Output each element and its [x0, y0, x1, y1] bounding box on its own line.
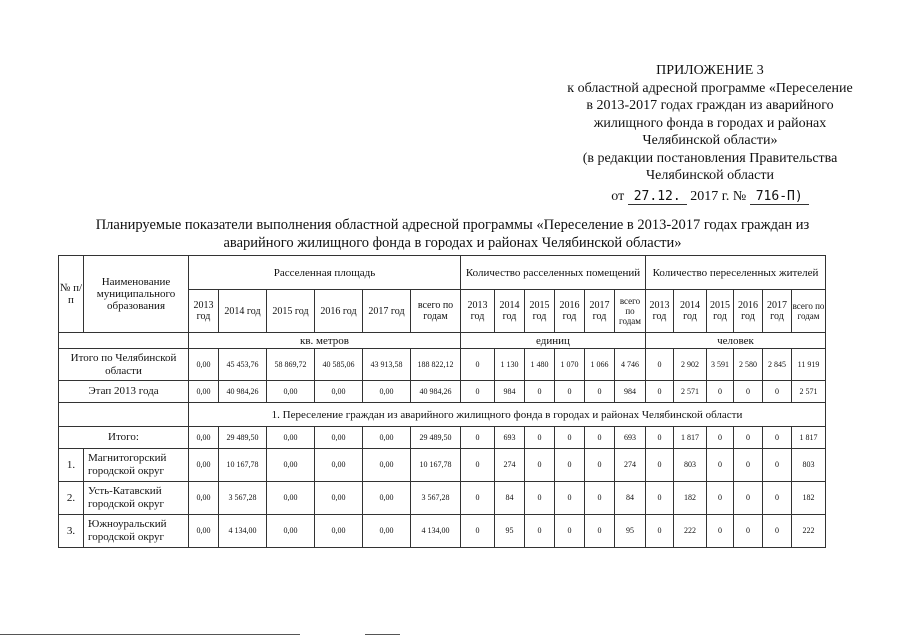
area-value-cell: 58 869,72 [267, 349, 315, 381]
year-header: 2013 год [461, 290, 495, 333]
residents-value-cell: 0 [734, 427, 763, 449]
area-value-cell: 0,00 [315, 427, 363, 449]
row-number: 2. [59, 482, 84, 515]
area-value-cell: 45 453,76 [219, 349, 267, 381]
premises-value-cell: 0 [585, 427, 615, 449]
premises-value-cell: 1 130 [495, 349, 525, 381]
residents-value-cell: 182 [674, 482, 707, 515]
year-header: 2014 год [674, 290, 707, 333]
unit-premises: единиц [461, 333, 646, 349]
area-value-cell: 0,00 [267, 427, 315, 449]
residents-value-cell: 222 [792, 515, 826, 548]
col-header-name: Наименование муниципального образования [84, 256, 189, 333]
premises-value-cell: 0 [461, 515, 495, 548]
premises-value-cell: 0 [555, 381, 585, 403]
premises-value-cell: 1 480 [525, 349, 555, 381]
premises-value-cell: 0 [555, 515, 585, 548]
residents-value-cell: 0 [646, 515, 674, 548]
area-value-cell: 40 984,26 [219, 381, 267, 403]
section-row [59, 403, 826, 427]
year-header: 2016 год [555, 290, 585, 333]
residents-value-cell: 1 817 [792, 427, 826, 449]
municipality-name: Южноуральский городской округ [84, 515, 189, 548]
area-value-cell: 0,00 [267, 449, 315, 482]
premises-value-cell: 0 [461, 381, 495, 403]
premises-value-cell: 0 [525, 482, 555, 515]
residents-value-cell: 0 [734, 381, 763, 403]
appendix-line: в 2013-2017 годах граждан из аварийного [586, 98, 834, 113]
stage-row [59, 381, 826, 403]
year-header: 2014 год [219, 290, 267, 333]
premises-value-cell: 0 [461, 482, 495, 515]
document-title [30, 216, 875, 252]
header-row-groups [59, 256, 826, 290]
area-value-cell: 29 489,50 [219, 427, 267, 449]
appendix-header [520, 62, 900, 205]
row-label: Итого: [59, 427, 189, 449]
area-value-cell: 0,00 [267, 381, 315, 403]
premises-value-cell: 0 [555, 449, 585, 482]
residents-value-cell: 2 580 [734, 349, 763, 381]
area-value-cell: 0,00 [189, 482, 219, 515]
appendix-line: Челябинской области» [642, 133, 778, 148]
premises-value-cell: 0 [555, 427, 585, 449]
table-row [59, 515, 826, 548]
total-header: всего по годам [792, 290, 826, 333]
area-value-cell: 0,00 [189, 515, 219, 548]
area-value-cell: 0,00 [189, 449, 219, 482]
residents-value-cell: 2 571 [674, 381, 707, 403]
area-value-cell: 4 134,00 [219, 515, 267, 548]
year-header: 2016 год [734, 290, 763, 333]
premises-value-cell: 0 [585, 482, 615, 515]
indicators-table [58, 255, 826, 548]
residents-value-cell: 0 [646, 349, 674, 381]
table-row [59, 449, 826, 482]
year-header: 2017 год [763, 290, 792, 333]
premises-value-cell: 95 [615, 515, 646, 548]
subtotal-row [59, 427, 826, 449]
col-group-area: Расселенная площадь [189, 256, 461, 290]
section-title: 1. Переселение граждан из аварийного жилищного фонда в городах и районах Челябинской области [189, 403, 826, 427]
row-label: Этап 2013 года [59, 381, 189, 403]
area-value-cell: 10 167,78 [411, 449, 461, 482]
area-value-cell: 0,00 [267, 515, 315, 548]
appendix-line: к областной адресной программе «Переселение [567, 80, 853, 96]
year-header: 2014 год [495, 290, 525, 333]
area-value-cell: 0,00 [189, 381, 219, 403]
area-value-cell: 0,00 [363, 482, 411, 515]
residents-value-cell: 2 845 [763, 349, 792, 381]
appendix-line: ПРИЛОЖЕНИЕ 3 [656, 63, 764, 78]
residents-value-cell: 0 [763, 449, 792, 482]
area-value-cell: 3 567,28 [219, 482, 267, 515]
total-header: всего по годам [411, 290, 461, 333]
area-value-cell: 0,00 [363, 427, 411, 449]
residents-value-cell: 0 [734, 482, 763, 515]
col-header-num: № п/п [59, 256, 84, 333]
area-value-cell: 3 567,28 [411, 482, 461, 515]
premises-value-cell: 0 [461, 427, 495, 449]
residents-value-cell: 0 [646, 482, 674, 515]
residents-value-cell: 803 [674, 449, 707, 482]
decree-number: 716-П) [750, 189, 809, 205]
area-value-cell: 40 585,06 [315, 349, 363, 381]
area-value-cell: 188 822,12 [411, 349, 461, 381]
title-line-2: аварийного жилищного фонда в городах и районах Челябинской области» [223, 235, 682, 251]
area-value-cell: 0,00 [189, 427, 219, 449]
residents-value-cell: 0 [707, 515, 734, 548]
area-value-cell: 0,00 [363, 449, 411, 482]
area-value-cell: 10 167,78 [219, 449, 267, 482]
residents-value-cell: 0 [707, 449, 734, 482]
residents-value-cell: 0 [763, 381, 792, 403]
units-row [59, 333, 826, 349]
premises-value-cell: 4 746 [615, 349, 646, 381]
residents-value-cell: 2 902 [674, 349, 707, 381]
residents-value-cell: 0 [763, 482, 792, 515]
appendix-line: (в редакции постановления Правительства [582, 150, 838, 166]
footer-rule [0, 634, 300, 635]
premises-value-cell: 693 [615, 427, 646, 449]
total-row [59, 349, 826, 381]
area-value-cell: 0,00 [363, 515, 411, 548]
year-header: 2016 год [315, 290, 363, 333]
premises-value-cell: 0 [525, 427, 555, 449]
unit-area: кв. метров [189, 333, 461, 349]
area-value-cell: 4 134,00 [411, 515, 461, 548]
total-header: всего по годам [615, 290, 646, 333]
year-header: 2015 год [267, 290, 315, 333]
area-value-cell: 0,00 [267, 482, 315, 515]
premises-value-cell: 0 [525, 515, 555, 548]
residents-value-cell: 182 [792, 482, 826, 515]
col-group-residents: Количество переселенных жителей [646, 256, 826, 290]
residents-value-cell: 0 [763, 515, 792, 548]
residents-value-cell: 0 [763, 427, 792, 449]
residents-value-cell: 0 [707, 427, 734, 449]
residents-value-cell: 0 [707, 482, 734, 515]
residents-value-cell: 0 [646, 449, 674, 482]
decree-date: 27.12. [628, 189, 687, 205]
premises-value-cell: 0 [585, 449, 615, 482]
premises-value-cell: 0 [525, 381, 555, 403]
row-number: 3. [59, 515, 84, 548]
residents-value-cell: 3 591 [707, 349, 734, 381]
area-value-cell: 29 489,50 [411, 427, 461, 449]
premises-value-cell: 1 070 [555, 349, 585, 381]
section-blank [59, 403, 189, 427]
area-value-cell: 0,00 [315, 515, 363, 548]
residents-value-cell: 0 [707, 381, 734, 403]
units-blank [59, 333, 189, 349]
year-header: 2013 год [189, 290, 219, 333]
area-value-cell: 0,00 [315, 449, 363, 482]
area-value-cell: 43 913,58 [363, 349, 411, 381]
decree-date-line [520, 188, 900, 206]
municipality-name: Магнитогорский городской округ [84, 449, 189, 482]
premises-value-cell: 0 [585, 515, 615, 548]
area-value-cell: 0,00 [189, 349, 219, 381]
table-row [59, 482, 826, 515]
date-prefix: от [611, 188, 625, 204]
year-header: 2017 год [585, 290, 615, 333]
area-value-cell: 0,00 [363, 381, 411, 403]
footer-rule [365, 634, 400, 635]
residents-value-cell: 803 [792, 449, 826, 482]
premises-value-cell: 274 [495, 449, 525, 482]
premises-value-cell: 1 066 [585, 349, 615, 381]
premises-value-cell: 0 [461, 449, 495, 482]
row-label: Итого по Челябинской области [59, 349, 189, 381]
col-group-premises: Количество расселенных помещений [461, 256, 646, 290]
residents-value-cell: 2 571 [792, 381, 826, 403]
residents-value-cell: 11 919 [792, 349, 826, 381]
appendix-line: Челябинской области [646, 168, 774, 183]
premises-value-cell: 0 [585, 381, 615, 403]
premises-value-cell: 84 [615, 482, 646, 515]
residents-value-cell: 0 [734, 449, 763, 482]
year-header: 2015 год [707, 290, 734, 333]
year-header: 2015 год [525, 290, 555, 333]
residents-value-cell: 0 [646, 427, 674, 449]
unit-residents: человек [646, 333, 826, 349]
residents-value-cell: 0 [646, 381, 674, 403]
year-header: 2013 год [646, 290, 674, 333]
premises-value-cell: 984 [615, 381, 646, 403]
premises-value-cell: 0 [525, 449, 555, 482]
premises-value-cell: 0 [555, 482, 585, 515]
municipality-name: Усть-Катавский городской округ [84, 482, 189, 515]
area-value-cell: 0,00 [315, 482, 363, 515]
row-number: 1. [59, 449, 84, 482]
title-line-1: Планируемые показатели выполнения областной адресной программы «Переселение в 2013-2017 годах граждан из [95, 217, 810, 233]
premises-value-cell: 274 [615, 449, 646, 482]
premises-value-cell: 95 [495, 515, 525, 548]
area-value-cell: 40 984,26 [411, 381, 461, 403]
year-header: 2017 год [363, 290, 411, 333]
premises-value-cell: 693 [495, 427, 525, 449]
appendix-line: жилищного фонда в городах и районах [593, 115, 827, 131]
premises-value-cell: 984 [495, 381, 525, 403]
residents-value-cell: 0 [734, 515, 763, 548]
residents-value-cell: 222 [674, 515, 707, 548]
premises-value-cell: 0 [461, 349, 495, 381]
residents-value-cell: 1 817 [674, 427, 707, 449]
premises-value-cell: 84 [495, 482, 525, 515]
date-middle: 2017 г. № [690, 188, 747, 204]
area-value-cell: 0,00 [315, 381, 363, 403]
